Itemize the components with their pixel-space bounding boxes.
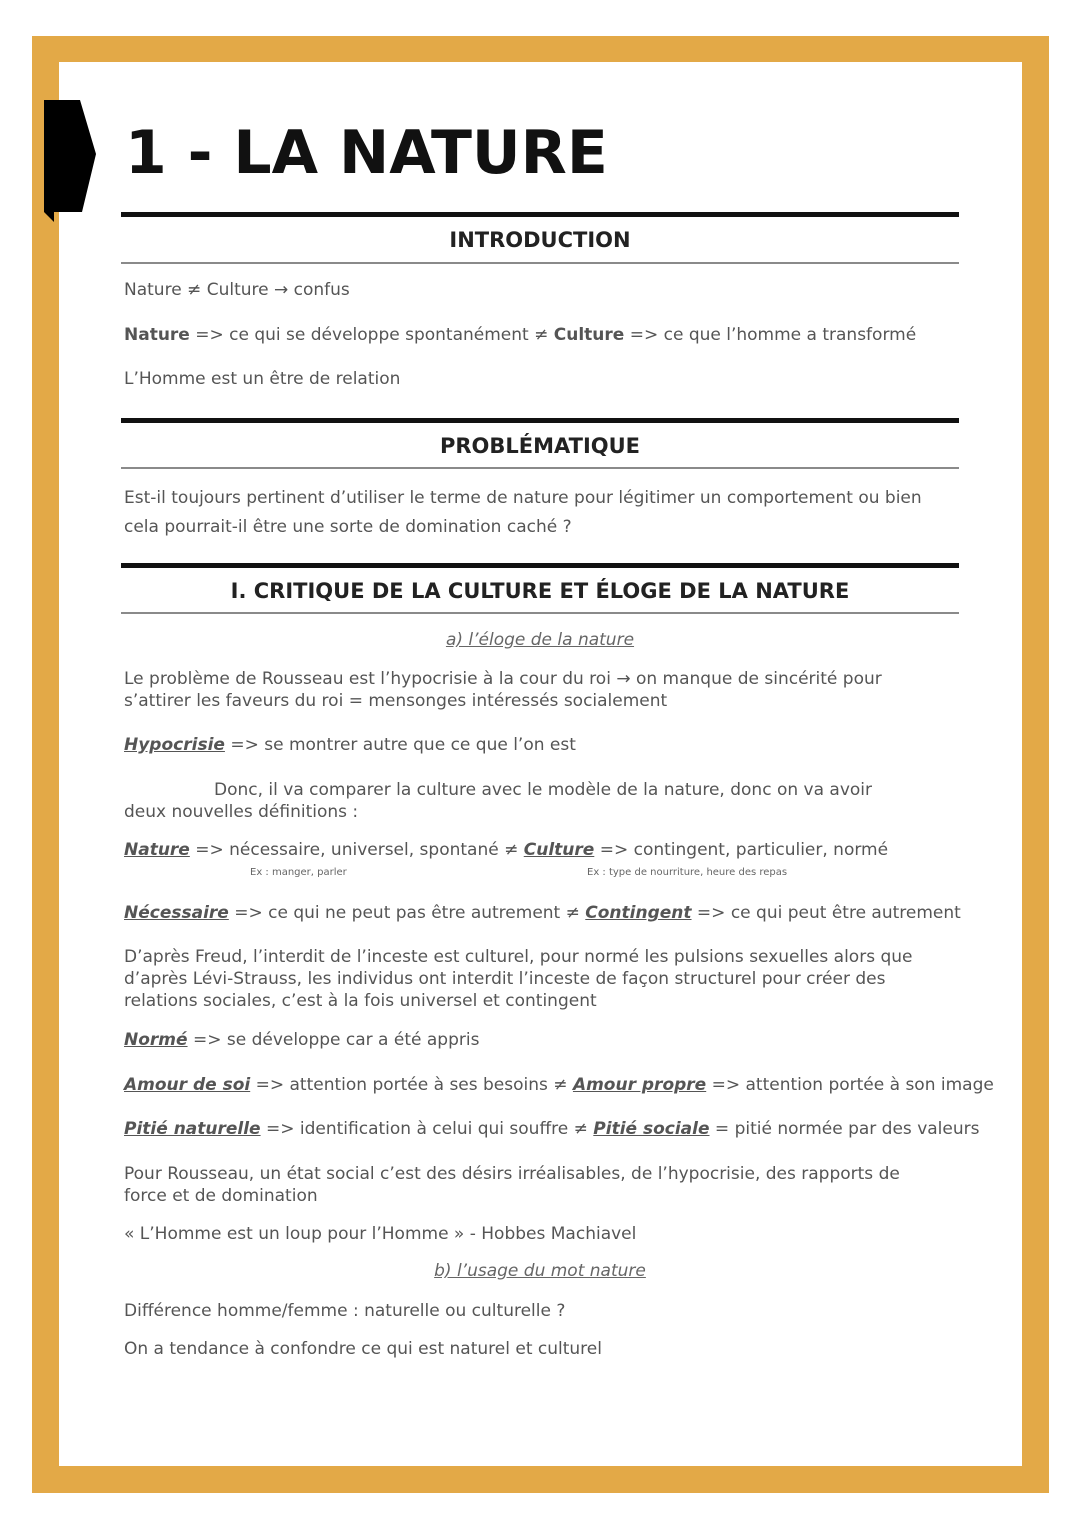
necessaire-contingent-definition	[124, 902, 961, 924]
term: Normé	[124, 1030, 188, 1050]
term: Pitié sociale	[593, 1119, 710, 1139]
chapter-marker-icon	[44, 100, 96, 222]
term: Amour propre	[572, 1075, 707, 1095]
intro-line-2	[124, 324, 954, 346]
page-title: 1 - LA NATURE	[125, 118, 608, 188]
nature-culture-definition	[124, 839, 954, 861]
definition: => ce qui se développe spontanément ≠	[189, 325, 554, 345]
term: Culture	[553, 325, 625, 345]
example-nature: Ex : manger, parler	[250, 867, 347, 878]
donc-paragraph: Donc, il va comparer la culture avec le modèle de la nature, donc on va avoir deux nouvelles définitions :	[124, 780, 872, 822]
term: Contingent	[585, 903, 692, 923]
hobbes-quote: « L’Homme est un loup pour l’Homme » - Hobbes Machiavel	[124, 1224, 637, 1244]
term: Nature	[124, 325, 190, 345]
section-rule	[121, 212, 959, 217]
definition: => se montrer autre que ce que l’on est	[224, 735, 576, 755]
norme-definition	[124, 1029, 954, 1051]
term: Amour de soi	[124, 1075, 251, 1095]
section-rule	[121, 563, 959, 568]
definition: => attention portée à ses besoins ≠	[250, 1075, 573, 1095]
section-rule	[121, 418, 959, 423]
definition: => attention portée à son image	[706, 1075, 994, 1095]
hypocrisie-definition	[124, 734, 954, 756]
definition: => ce que l’homme a transformé	[624, 325, 917, 345]
intro-line-1: Nature ≠ Culture → confus	[124, 280, 350, 300]
rousseau-etat-social-paragraph: Pour Rousseau, un état social c’est des désirs irréalisables, de l’hypocrisie, des rapports de force et de domination	[124, 1164, 900, 1206]
section-rule	[121, 612, 959, 614]
term: Pitié naturelle	[124, 1119, 261, 1139]
subsection-a-title: a) l’éloge de la nature	[445, 630, 635, 650]
section-rule	[121, 262, 959, 264]
rousseau-hypocrisy-paragraph: Le problème de Rousseau est l’hypocrisie à la cour du roi → on manque de sincérité pour s’attirer les faveurs du roi = mensonges intéressés socialement	[124, 669, 882, 711]
amour-definition	[124, 1074, 994, 1096]
definition: => ce qui peut être autrement	[691, 903, 961, 923]
freud-levi-strauss-paragraph: D’après Freud, l’interdit de l’inceste est culturel, pour normé les pulsions sexuelles alors que d’après Lévi-Strauss, les individus ont interdit l’inceste de façon structurel pour créer des relations sociales, c’est à la fois universel et contingent	[124, 947, 913, 1011]
term: Hypocrisie	[124, 735, 225, 755]
term: Nature	[124, 840, 190, 860]
definition: => se développe car a été appris	[187, 1030, 480, 1050]
problematique-heading: PROBLÉMATIQUE	[439, 434, 641, 458]
page-sheet	[59, 62, 1022, 1466]
difference-question: Différence homme/femme : naturelle ou culturelle ?	[124, 1301, 566, 1321]
intro-line-3: L’Homme est un être de relation	[124, 369, 401, 389]
confusion-statement: On a tendance à confondre ce qui est naturel et culturel	[124, 1339, 602, 1359]
definition: => contingent, particulier, normé	[594, 840, 889, 860]
definition: => nécessaire, universel, spontané ≠	[189, 840, 524, 860]
definition: => ce qui ne peut pas être autrement ≠	[228, 903, 586, 923]
section-1-heading: I. CRITIQUE DE LA CULTURE ET ÉLOGE DE LA NATURE	[230, 579, 850, 603]
subsection-b-title: b) l’usage du mot nature	[434, 1261, 646, 1281]
term: Culture	[523, 840, 595, 860]
example-culture: Ex : type de nourriture, heure des repas	[587, 867, 788, 878]
term: Nécessaire	[124, 903, 229, 923]
pitie-definition	[124, 1118, 980, 1140]
section-rule	[121, 467, 959, 469]
intro-heading: INTRODUCTION	[449, 228, 631, 252]
definition: = pitié normée par des valeurs	[709, 1119, 980, 1139]
problematique-text: Est-il toujours pertinent d’utiliser le terme de nature pour légitimer un comportement ou bien cela pourrait-il être une sorte de domination caché ?	[124, 488, 922, 537]
definition: => identification à celui qui souffre ≠	[260, 1119, 594, 1139]
